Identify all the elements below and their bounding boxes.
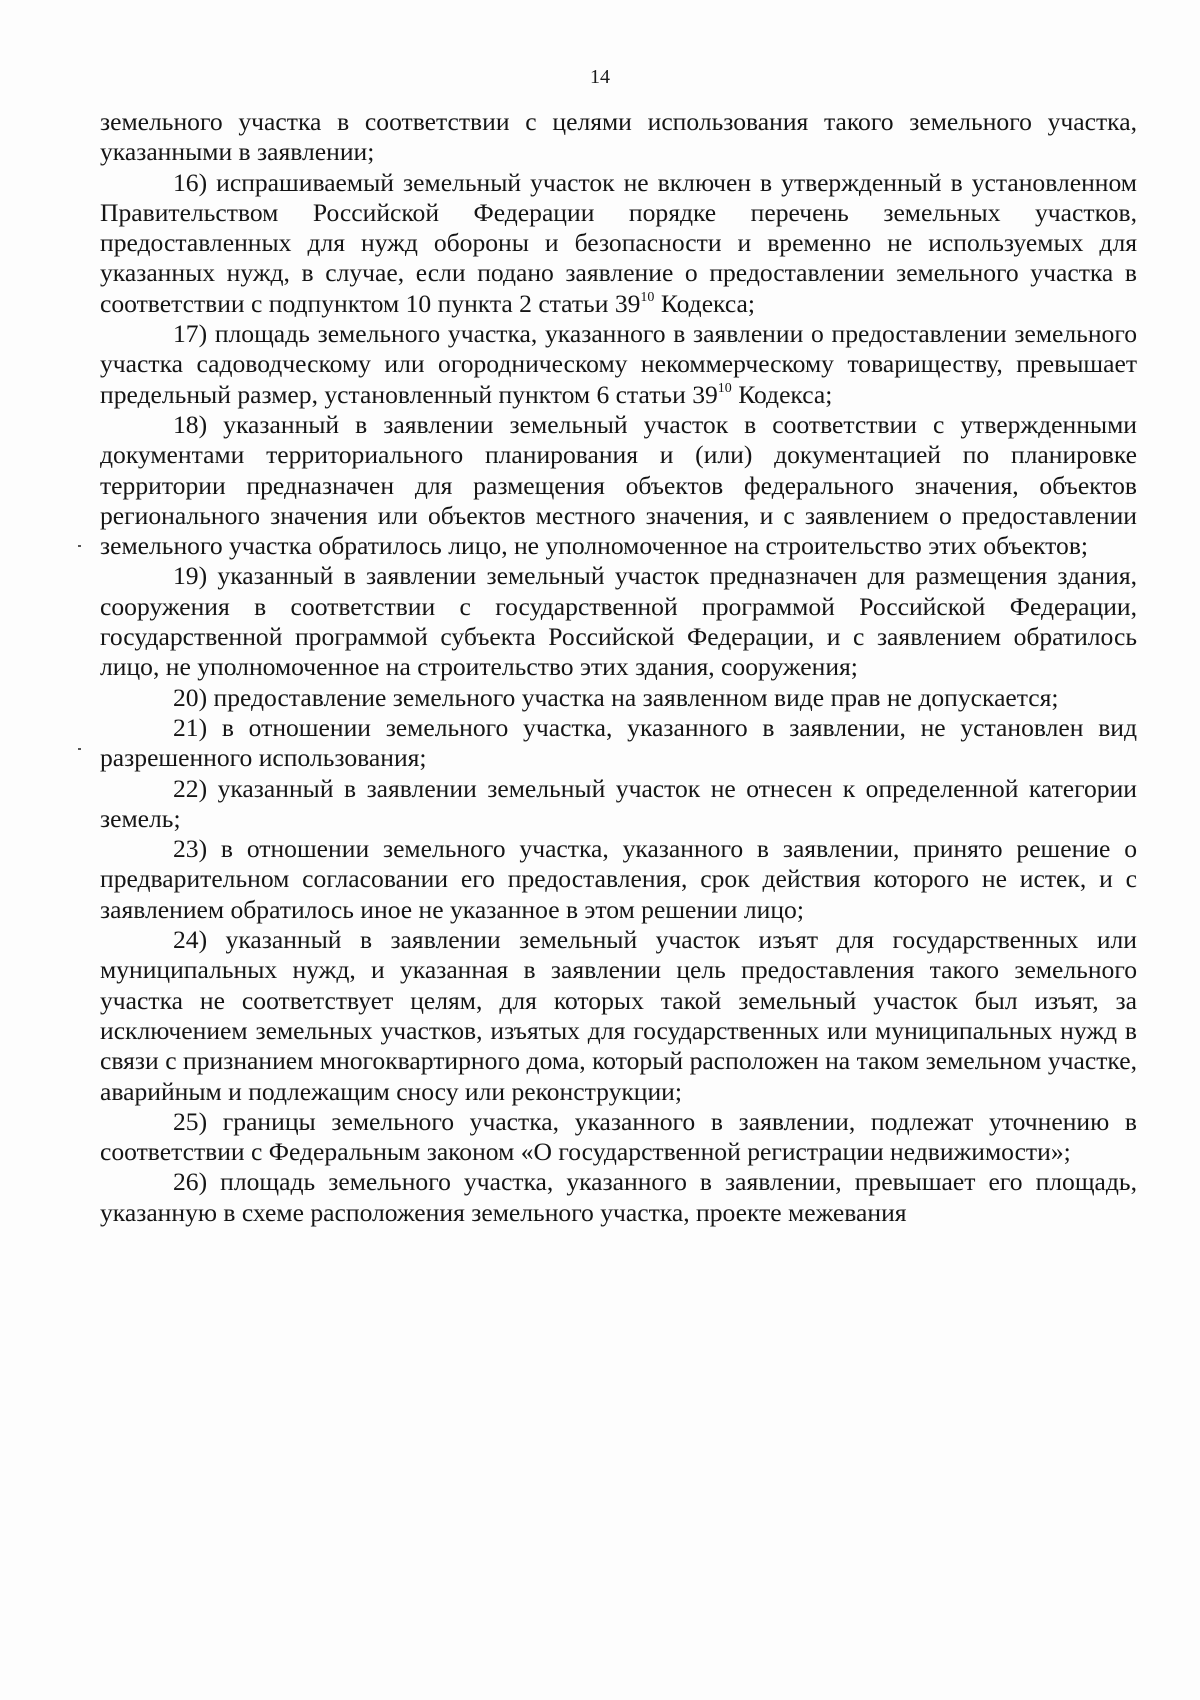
- paragraph-item-21: 21) в отношении земельного участка, указанного в заявлении, не установлен вид разрешенного использования;: [100, 712, 1137, 773]
- paragraph-item-26: 26) площадь земельного участка, указанного в заявлении, превышает его площадь, указанную в схеме расположения земельного участка, проекте межевания: [100, 1167, 1137, 1227]
- paragraph-item-25: 25) границы земельного участка, указанного в заявлении, подлежат уточнению в соответствии с Федеральным законом «О государственной регистрации недвижимости»;: [100, 1106, 1137, 1167]
- superscript: 10: [717, 380, 732, 396]
- paragraph-item-19: 19) указанный в заявлении земельный участок предназначен для размещения здания, сооружения в соответствии с государственной программой Российской Федерации, государственной программой субъекта Российской Федерации, и с заявлением обратилось лицо, не уполномоченное на строительство этих здания, сооружения;: [100, 561, 1137, 682]
- document-body: [100, 107, 1137, 1228]
- page-number: 14: [590, 66, 610, 88]
- scan-speck: [78, 545, 81, 547]
- paragraph-continuation: земельного участка в соответствии с целями использования такого земельного участка, указанными в заявлении;: [100, 107, 1137, 167]
- paragraph-item-18: 18) указанный в заявлении земельный участок в соответствии с утвержденными документами территориального планирования и (или) документацией по планировке территории предназначен для размещения объектов федерального значения, объектов регионального значения или объектов местного значения, и с заявлением о предоставлении земельного участка обратилось лицо, не уполномоченное на строительство этих объектов;: [100, 409, 1137, 561]
- paragraph-item-22: 22) указанный в заявлении земельный участок не отнесен к определенной категории земель;: [100, 773, 1137, 833]
- superscript: 10: [640, 289, 655, 305]
- paragraph-item-23: 23) в отношении земельного участка, указанного в заявлении, принято решение о предварительном согласовании его предоставления, срок действия которого не истек, и с заявлением обратилось иное не указанное в этом решении лицо;: [100, 834, 1137, 924]
- paragraph-item-16: 16) испрашиваемый земельный участок не включен в утвержденный в установленном Правительством Российской Федерации порядке перечень земельных участков, предоставленных для нужд обороны и безопасности и временно не используемых для указанных нужд, в случае, если подано заявление о предоставлении земельного участка в соответствии с подпунктом 10 пункта 2 статьи $39^{10}$ Кодекса;: [100, 167, 1137, 318]
- paragraph-item-24: 24) указанный в заявлении земельный участок изъят для государственных или муниципальных нужд, и указанная в заявлении цель предоставления такого земельного участка не соответствует целям, для которых такой земельный участок был изъят, за исключением земельных участков, изъятых для государственных или муниципальных нужд в связи с признанием многоквартирного дома, который расположен на таком земельном участке, аварийным и подлежащим сносу или реконструкции;: [100, 925, 1137, 1106]
- paragraph-item-20: 20) предоставление земельного участка на заявленном виде прав не допускается;: [173, 682, 1059, 712]
- paragraph-item-17: 17) площадь земельного участка, указанного в заявлении о предоставлении земельного участка садоводческому или огородническому некоммерческому товариществу, превышает предельный размер, установленный пунктом 6 статьи $39^{10}$ Кодекса;: [100, 319, 1137, 409]
- scan-speck: [78, 748, 81, 750]
